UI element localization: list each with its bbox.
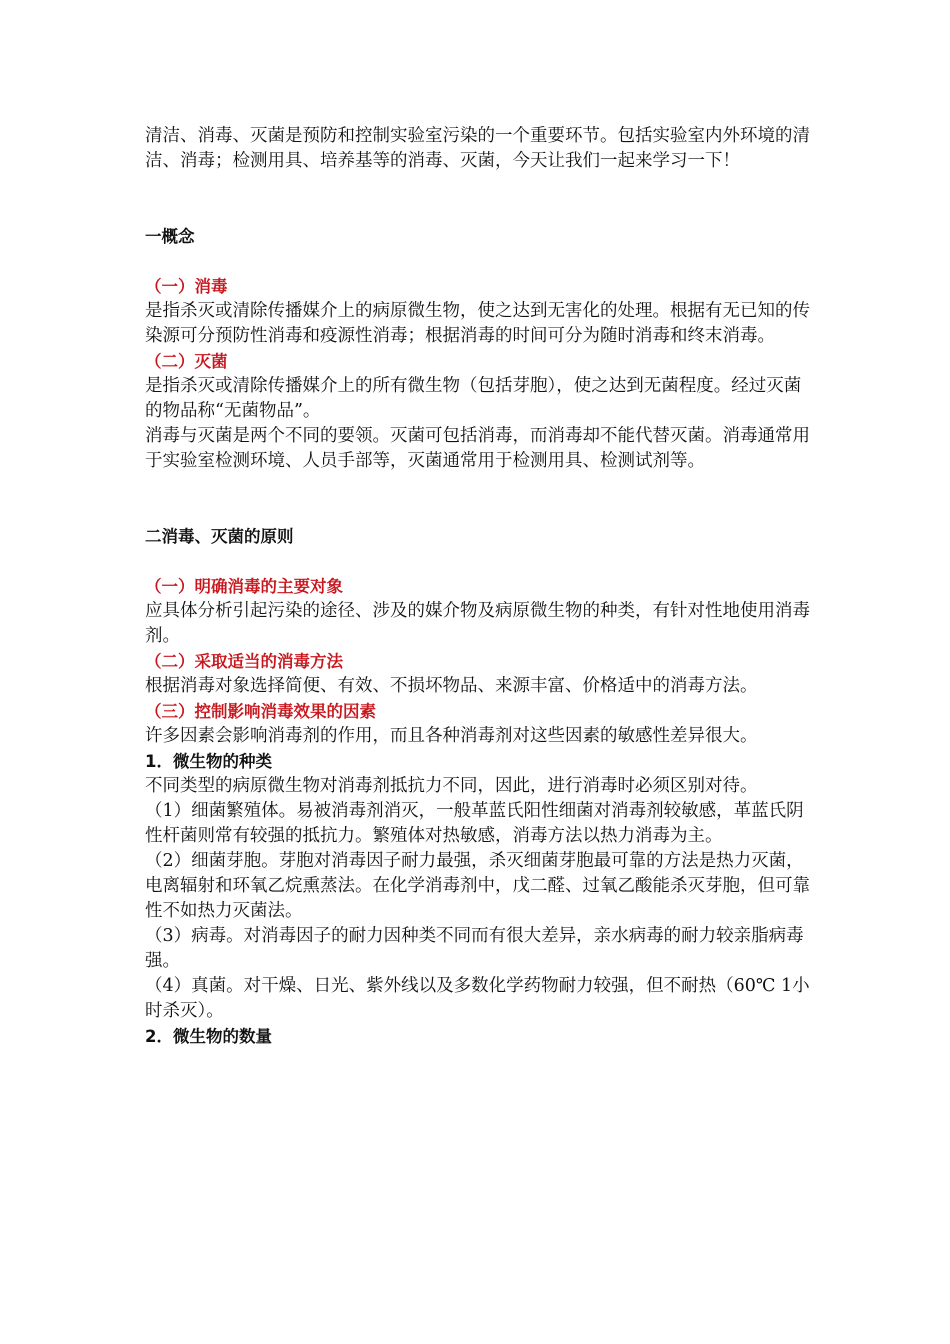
methods-text: 根据消毒对象选择简便、有效、不损坏物品、来源丰富、价格适中的消毒方法。 [145, 676, 758, 696]
disinfection-vs-sterilization: 消毒与灭菌是两个不同的要领。灭菌可包括消毒，而消毒却不能代替灭菌。消毒通常用于实验室检测环境、人员手部等，灭菌通常用于检测用具、检测试剂等。 [145, 426, 810, 471]
subsection-title-objects: （一）明确消毒的主要对象 [145, 577, 343, 596]
subsection-title-sterilization: （二）灭菌 [145, 352, 228, 371]
item-title-microbe-quantity: 2．微生物的数量 [145, 1027, 272, 1046]
subsection-title-factors: （三）控制影响消毒效果的因素 [145, 702, 376, 721]
intro-paragraph: 清洁、消毒、灭菌是预防和控制实验室污染的一个重要环节。包括实验室内外环境的清洁、消毒；检测用具、培养基等的消毒、灭菌，今天让我们一起来学习一下！ [145, 126, 810, 171]
article-body [145, 124, 815, 1049]
section-title-principles: 二消毒、灭菌的原则 [145, 527, 294, 546]
point-bacteria-vegetative: （1）细菌繁殖体。易被消毒剂消灭，一般革蓝氏阳性细菌对消毒剂较敏感，革蓝氏阴性杆菌则常有较强的抵抗力。繁殖体对热敏感，消毒方法以热力消毒为主。 [145, 801, 804, 846]
disinfection-definition: 是指杀灭或清除传播媒介上的病原微生物，使之达到无害化的处理。根据有无已知的传染源可分预防性消毒和疫源性消毒；根据消毒的时间可分为随时消毒和终末消毒。 [145, 301, 810, 346]
point-viruses: （3）病毒。对消毒因子的耐力因种类不同而有很大差异，亲水病毒的耐力较亲脂病毒强。 [145, 926, 804, 971]
sterilization-definition: 是指杀灭或清除传播媒介上的所有微生物（包括芽胞），使之达到无菌程度。经过灭菌的物品称“无菌物品”。 [145, 376, 802, 421]
subsection-title-disinfection: （一）消毒 [145, 277, 228, 296]
objects-text: 应具体分析引起污染的途径、涉及的媒介物及病原微生物的种类，有针对性地使用消毒剂。 [145, 601, 810, 646]
point-fungi: （4）真菌。对干燥、日光、紫外线以及多数化学药物耐力较强，但不耐热（60℃ 1小时杀灭）。 [145, 976, 810, 1021]
section-title-concepts: 一概念 [145, 227, 195, 246]
subsection-title-methods: （二）采取适当的消毒方法 [145, 652, 343, 671]
item-title-microbe-types: 1．微生物的种类 [145, 752, 272, 771]
point-bacterial-spores: （2）细菌芽胞。芽胞对消毒因子耐力最强，杀灭细菌芽胞最可靠的方法是热力灭菌，电离辐射和环氧乙烷熏蒸法。在化学消毒剂中，戊二醛、过氧乙酸能杀灭芽胞，但可靠性不如热力灭菌法。 [145, 851, 810, 921]
microbe-types-text: 不同类型的病原微生物对消毒剂抵抗力不同，因此，进行消毒时必须区别对待。 [145, 776, 758, 796]
factors-text: 许多因素会影响消毒剂的作用，而且各种消毒剂对这些因素的敏感性差异很大。 [145, 726, 758, 746]
